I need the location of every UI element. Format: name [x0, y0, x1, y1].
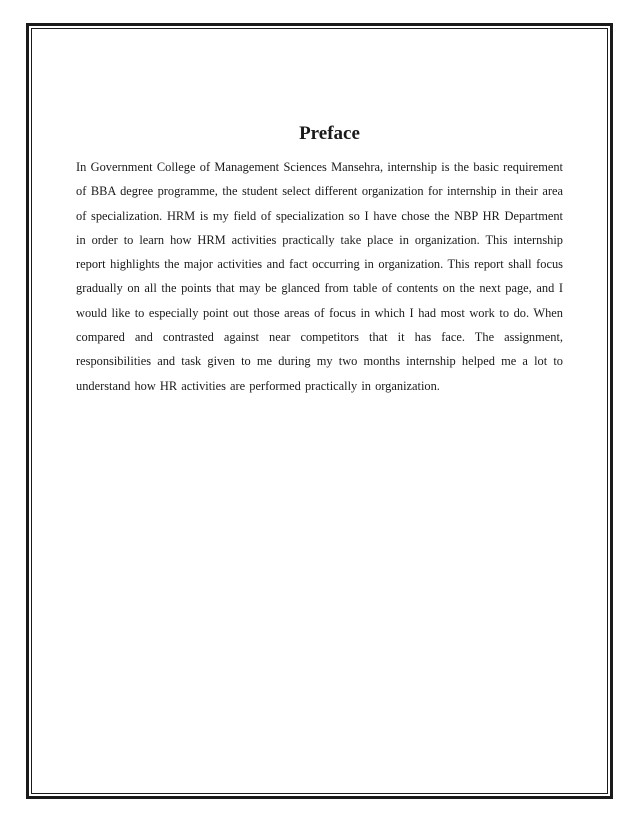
- preface-paragraph: In Government College of Management Sciences Mansehra, internship is the basic requirement of BBA degree programme, the student select different organization for internship in their area of specialization. HRM is my field of specialization so I have chose the NBP HR Department in order to learn how HRM activities practically take place in organization. This internship report highlights the major activities and fact occurring in organization. This report shall focus gradually on all the points that may be glanced from table of contents on the next page, and I would like to especially point out those areas of focus in which I had most work to do. When compared and contrasted against near competitors that it has face. The assignment, responsibilities and task given to me during my two months internship helped me a lot to understand how HR activities are performed practically in organization.: [76, 160, 563, 393]
- document-content: [76, 120, 563, 398]
- page-title: Preface: [299, 123, 360, 144]
